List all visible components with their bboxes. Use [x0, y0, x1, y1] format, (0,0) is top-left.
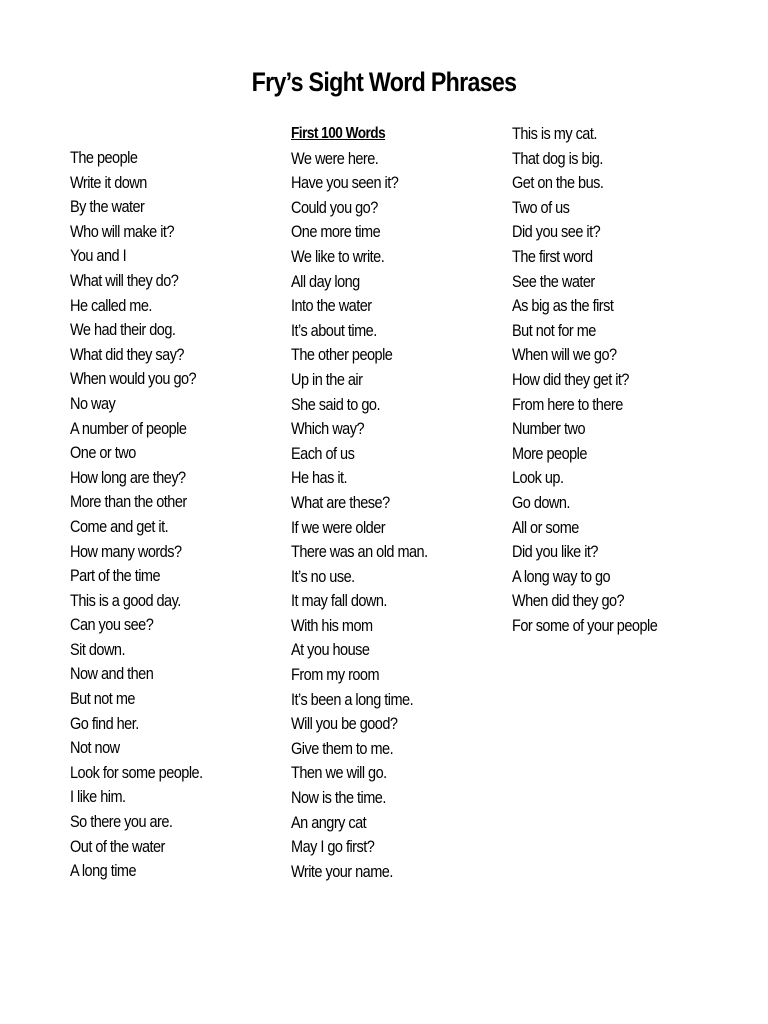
phrase-item: He called me. [70, 296, 152, 315]
phrase-item: When did they go? [512, 592, 625, 611]
phrase-item: More people [512, 444, 587, 463]
phrase-item: Then we will go. [291, 764, 387, 783]
phrase-item: When would you go? [70, 370, 197, 389]
phrase-item: The other people [291, 346, 393, 365]
phrase-column-3 [512, 122, 712, 638]
phrase-item: You and I [70, 247, 127, 266]
phrase-item: The first word [512, 247, 593, 266]
phrase-item: Write it down [70, 173, 147, 192]
phrase-item: Get on the bus. [512, 174, 604, 193]
phrase-item: All or some [512, 518, 579, 537]
phrase-item: This is my cat. [512, 125, 597, 143]
phrase-item: Look up. [512, 469, 564, 488]
phrase-item: Sit down. [70, 640, 125, 659]
phrase-item: How did they get it? [512, 370, 629, 389]
phrase-item: Number two [512, 420, 585, 439]
phrase-item: Look for some people. [70, 763, 203, 782]
phrase-item: A number of people [70, 419, 187, 438]
phrase-item: For some of your people [512, 616, 658, 635]
phrase-item: Go down. [512, 493, 570, 512]
phrase-item: Which way? [291, 420, 364, 439]
phrase-item: Have you seen it? [291, 174, 399, 193]
phrase-item: Will you be good? [291, 715, 398, 734]
phrase-item: It’s been a long time. [291, 690, 414, 709]
phrase-item: From my room [291, 666, 380, 685]
phrase-item: She said to go. [291, 395, 380, 414]
phrase-item: Each of us [291, 444, 355, 463]
phrase-item: See the water [512, 272, 595, 291]
phrase-item: What will they do? [70, 271, 179, 290]
phrase-item: From here to there [512, 395, 623, 414]
phrase-item: Did you like it? [512, 543, 598, 562]
phrase-item: We like to write. [291, 247, 385, 266]
phrase-item: As big as the first [512, 297, 614, 316]
phrase-item: More than the other [70, 493, 187, 512]
phrase-item: He has it. [291, 469, 348, 488]
phrase-item: That dog is big. [512, 149, 603, 168]
phrase-item: Up in the air [291, 370, 363, 389]
column-heading: First 100 Words [291, 125, 386, 142]
phrase-column-2 [291, 122, 491, 884]
phrase-item: There was an old man. [291, 543, 428, 562]
phrase-item: How long are they? [70, 468, 186, 487]
phrase-item: With his mom [291, 616, 373, 635]
phrase-item: Who will make it? [70, 222, 174, 241]
phrase-item: A long time [70, 862, 137, 881]
phrase-item: All day long [291, 272, 360, 291]
phrase-item: Now is the time. [291, 789, 386, 808]
phrase-item: But not me [70, 690, 135, 709]
phrase-item: What are these? [291, 493, 390, 512]
phrase-item: An angry cat [291, 813, 367, 832]
phrase-item: It’s about time. [291, 321, 377, 340]
phrase-item: When will we go? [512, 346, 617, 365]
phrase-item: We were here. [291, 149, 379, 168]
phrase-item: It’s no use. [291, 567, 355, 586]
phrase-item: Can you see? [70, 616, 154, 635]
phrase-item: If we were older [291, 518, 386, 537]
phrase-item: Could you go? [291, 198, 378, 217]
phrase-item: How many words? [70, 542, 182, 561]
phrase-item: No way [70, 394, 116, 413]
phrase-item: One or two [70, 444, 136, 463]
phrase-item: Go find her. [70, 714, 139, 733]
phrase-item: Out of the water [70, 837, 165, 856]
phrase-item: One more time [291, 223, 381, 242]
phrase-item: Two of us [512, 198, 570, 217]
phrase-item: This is a good day. [70, 591, 181, 610]
phrase-item: The people [70, 149, 138, 167]
phrase-item: Part of the time [70, 567, 161, 586]
phrase-item: Write your name. [291, 862, 393, 881]
page-title: Fry’s Sight Word Phrases [251, 67, 517, 97]
phrase-item: By the water [70, 198, 145, 217]
phrase-item: Did you see it? [512, 223, 601, 242]
phrase-item: A long way to go [512, 567, 611, 586]
phrase-column-1 [70, 146, 270, 884]
phrase-item: At you house [291, 641, 370, 660]
phrase-item: Not now [70, 739, 120, 758]
phrase-item: What did they say? [70, 345, 184, 364]
phrase-item: I like him. [70, 788, 126, 807]
phrase-item: Give them to me. [291, 739, 394, 758]
phrase-item: So there you are. [70, 813, 173, 832]
phrase-item: Now and then [70, 665, 154, 684]
phrase-item: But not for me [512, 321, 596, 340]
phrase-item: Into the water [291, 297, 372, 316]
phrase-item: Come and get it. [70, 517, 169, 536]
phrase-item: It may fall down. [291, 592, 387, 611]
phrase-item: We had their dog. [70, 321, 176, 340]
phrase-item: May I go first? [291, 838, 375, 857]
